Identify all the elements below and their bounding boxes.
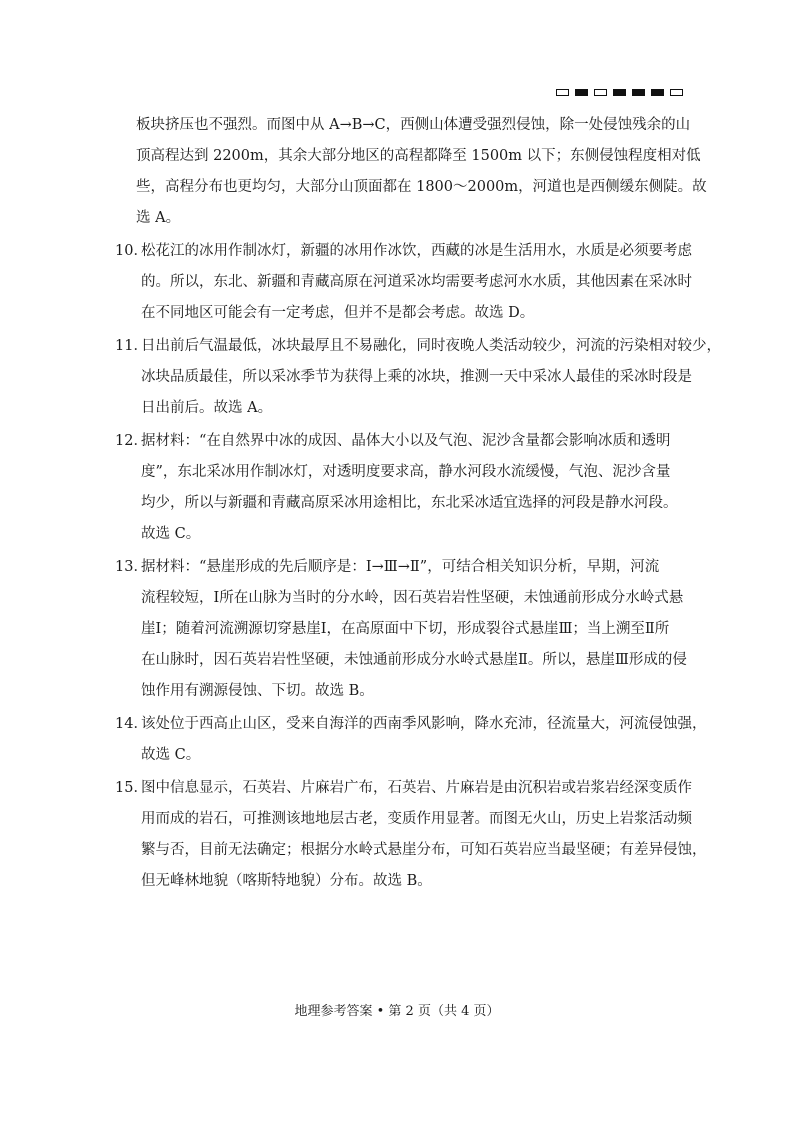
intro-line: 些，高程分布也更均匀，大部分山顶面都在 1800～2000m，河道也是西侧缓东侧陡。故 <box>136 179 707 195</box>
answer-line: 蚀作用有溯源侵蚀、下切。故选 B。 <box>141 683 374 699</box>
answer-line: 据材料：“在自然界中冰的成因、晶体大小以及气泡、泥沙含量都会影响冰质和透明 <box>141 433 671 449</box>
answer-item-15 <box>115 773 707 897</box>
answer-text <box>140 773 707 897</box>
answer-line: 流程较短，Ⅰ所在山脉为当时的分水岭，因石英岩岩性坚硬，未蚀通前形成分水岭式悬 <box>141 590 684 606</box>
header-mark-2 <box>575 89 588 96</box>
answer-text <box>140 236 692 329</box>
answer-line: 在不同地区可能会有一定考虑，但并不是都会考虑。故选 D。 <box>141 305 535 321</box>
answer-line: 松花江的冰用作制冰灯，新疆的冰用作冰饮，西藏的冰是生活用水，水质是必须要考虑 <box>141 243 692 259</box>
answer-text <box>140 709 707 771</box>
answer-line: 在山脉时，因石英岩岩性坚硬，未蚀通前形成分水岭式悬崖Ⅱ。所以，悬崖Ⅲ形成的侵 <box>141 652 687 668</box>
question-number: 13． <box>115 559 148 575</box>
header-mark-4 <box>613 89 626 96</box>
answer-item-14 <box>115 709 707 771</box>
answer-content <box>115 110 721 899</box>
header-mark-3 <box>594 89 607 96</box>
header-mark-5 <box>632 89 645 96</box>
answer-line: 的。所以，东北、新疆和青藏高原在河道采冰均需要考虑河水水质，其他因素在采冰时 <box>141 274 692 290</box>
answer-line: 该处位于西高止山区，受来自海洋的西南季风影响，降水充沛，径流量大，河流侵蚀强， <box>141 716 707 732</box>
page-footer: 地理参考答案 • 第 2 页（共 4 页） <box>294 1004 500 1019</box>
answer-line: 崖Ⅰ；随着河流溯源切穿悬崖Ⅰ，在高原面中下切，形成裂谷式悬崖Ⅲ；当上溯至Ⅱ所 <box>141 621 670 637</box>
answer-text <box>140 331 721 424</box>
answer-line: 繁与否，目前无法确定；根据分水岭式悬崖分布，可知石英岩应当最坚硬；有差异侵蚀， <box>141 842 707 858</box>
answer-line: 日出前后气温最低，冰块最厚且不易融化，同时夜晚人类活动较少，河流的污染相对较少， <box>141 338 721 354</box>
answer-line: 度”，东北采冰用作制冰灯，对透明度要求高，静水河段水流缓慢，气泡、泥沙含量 <box>141 464 671 480</box>
answer-line: 据材料：“悬崖形成的先后顺序是：Ⅰ→Ⅲ→Ⅱ”，可结合相关知识分析，早期，河流 <box>141 559 660 575</box>
question-number: 12． <box>115 433 148 449</box>
answer-line: 但无峰林地貌（喀斯特地貌）分布。故选 B。 <box>141 873 432 889</box>
answer-line: 图中信息显示，石英岩、片麻岩广布，石英岩、片麻岩是由沉积岩或岩浆岩经深变质作 <box>141 780 692 796</box>
answer-line: 均少，所以与新疆和青藏高原采冰用途相比，东北采冰适宜选择的河段是静水河段。 <box>141 495 678 511</box>
answer-line: 故选 C。 <box>141 526 201 542</box>
answer-text <box>140 552 690 707</box>
answer-item-10 <box>115 236 690 329</box>
answer-line: 故选 C。 <box>141 747 201 763</box>
answer-item-12 <box>115 426 690 550</box>
header-marks <box>556 89 683 96</box>
question-number: 14． <box>115 716 148 732</box>
question-number: 15． <box>115 780 148 796</box>
intro-line: 板块挤压也不强烈。而图中从 A→B→C，西侧山体遭受强烈侵蚀，除一处侵蚀残余的山 <box>136 117 691 133</box>
header-mark-1 <box>556 89 569 96</box>
answer-text <box>140 426 690 550</box>
header-mark-6 <box>651 89 664 96</box>
answer-line: 日出前后。故选 A。 <box>141 400 273 416</box>
answer-line: 用而成的岩石，可推测该地地层古老，变质作用显著。而图无火山，历史上岩浆活动频 <box>141 811 692 827</box>
answer-item-13 <box>115 552 690 707</box>
question-number: 10． <box>115 243 148 259</box>
intro-line: 顶高程达到 2200m，其余大部分地区的高程都降至 1500m 以下；东侧侵蚀程度相对低 <box>136 148 701 164</box>
question-number: 11． <box>115 338 148 354</box>
header-mark-7 <box>670 89 683 96</box>
answer-item-11 <box>115 331 721 424</box>
answer-line: 冰块品质最佳，所以采冰季节为获得上乘的冰块，推测一天中采冰人最佳的采冰时段是 <box>141 369 692 385</box>
intro-paragraph <box>115 110 707 234</box>
intro-line: 选 A。 <box>136 210 181 226</box>
